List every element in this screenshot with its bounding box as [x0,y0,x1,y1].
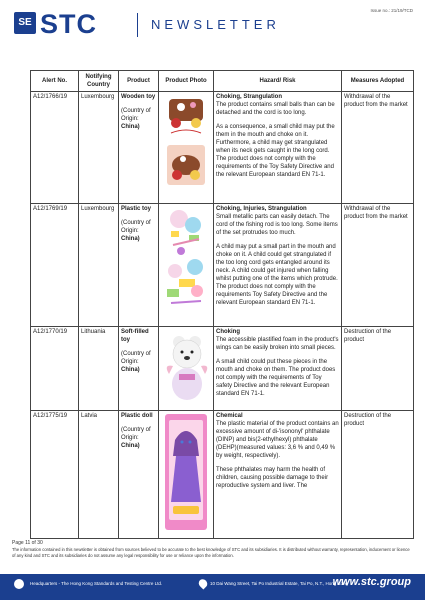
notifying-country: Luxembourg [79,92,119,204]
product-cell [119,92,159,204]
product-cell [119,327,159,411]
headquarters-icon [14,579,24,589]
origin-country: China) [121,236,140,242]
alert-number: A12/1770/19 [31,327,79,411]
alerts-table [30,70,414,539]
hazard-consequence: A small child could put these pieces in the mouth and choke on them. The product does not comply with the requirements of Toy safety Directive and the relevant European standard EN 71-1. [216,359,336,397]
hazard-cell [214,327,342,411]
table-row [31,92,414,204]
col-product-photo: Product Photo [159,71,214,92]
hazard-consequence: These phthalates may harm the health of children, causing possible damage to their reproductive system and liver. The [216,467,329,489]
col-notifying-country: Notifying Country [79,71,119,92]
alert-number: A12/1766/19 [31,92,79,204]
product-photo [159,92,214,204]
alert-number: A12/1769/19 [31,204,79,327]
col-hazard-risk: Hazard/ Risk [214,71,342,92]
table-header-row [31,71,414,92]
origin-country: China) [121,367,140,373]
disclaimer: The information contained in this newsletter is obtained from sources believed to be accurate to the best knowledge of STC and its subsidiaries. It is distributed without warranty, representation, inducement or licence of any kind and STC and its subsidiaries do not assume any legal responsibility for use or reliance upon the information. [12,547,410,558]
wooden-toy-photo [161,93,211,193]
hazard-description: The product contains small balls than can be detached and the cord is too long. [216,102,335,116]
product-photo [159,327,214,411]
measures-adopted: Destruction of the product [342,327,414,411]
measures-adopted: Destruction of the product [342,411,414,539]
hazard-description: Small metallic parts can easily detach. The cord of the fishing rod is too long. Some items of the set protrudes too much. [216,214,338,236]
alert-number: A12/1775/19 [31,411,79,539]
origin-country: China) [121,124,140,130]
product-name: Wooden toy [121,94,156,100]
product-photo [159,411,214,539]
hazard-title: Choking, Injuries, Strangulation [216,206,307,212]
headquarters-text: Headquarters - The Hong Kong Standards and Testing Centre Ltd. [30,581,163,586]
measures-adopted: Withdrawal of the product from the market [342,204,414,327]
stc-logo-text: STC [40,9,97,39]
hazard-cell [214,204,342,327]
product-cell [119,204,159,327]
page-number: Page 11 of 30 [12,540,43,546]
newsletter-title: NEWSLETTER [151,17,280,32]
hazard-cell [214,92,342,204]
notifying-country: Luxembourg [79,204,119,327]
soft-toy-photo [161,328,211,406]
table-row [31,411,414,539]
product-photo [159,204,214,327]
notifying-country: Lithuania [79,327,119,411]
origin-label: (Country of Origin: [121,220,151,234]
table-row [31,327,414,411]
hazard-description: The accessible plastified foam in the product's wings can be easily broken into small pieces. [216,337,339,351]
doll-photo [161,412,211,532]
origin-country: China) [121,443,140,449]
hazard-consequence: As a consequence, a small child may put the them in the mouth and choke on it. Furthermore, a child may get strangulated when its neck gets caught in the long cord. The product does not comply with the requirements of the Toy Safety Directive and the relevant European standard EN 71-1. [216,124,335,178]
notifying-country: Latvia [79,411,119,539]
product-name: Plastic doll [121,413,153,419]
hazard-title: Chemical [216,413,243,419]
hazard-title: Choking, Strangulation [216,94,282,100]
hazard-description: The plastic material of the product contains an excessive amount of di-'isononyl' phthalate (DINP) and bis(2-ethylhexyl) phthalate (DEHP)(measured values: 3,6 % and 0,49 % by weight, respectively). [216,421,339,459]
address-text: 10 Dai Wang Street, Tai Po Industrial Estate, Tai Po, N.T., Hong Kong [210,581,348,586]
origin-label: (Country of Origin: [121,427,151,441]
stc-logo-mark: SE [14,12,36,34]
product-name: Plastic toy [121,206,152,212]
header-divider [137,13,138,37]
plastic-toy-photo [161,205,211,315]
origin-label: (Country of Origin: [121,108,151,122]
col-alert-no: Alert No. [31,71,79,92]
measures-adopted: Withdrawal of the product from the market [342,92,414,204]
hazard-consequence: A child may put a small part in the mouth and choke on it. A child could get strangulated if the too long cord gets entangled around its neck. A child could get injured when falling whilst putting one of the items which protrude. The product does not comply with the requirements Toy Safety Directive and the relevant European standard EN 71-1. [216,244,338,306]
col-measures-adopted: Measures Adopted [342,71,414,92]
website-link[interactable]: www.stc.group [332,576,411,588]
hazard-title: Choking [216,329,240,335]
product-name: Soft-filled toy [121,329,149,343]
hazard-cell [214,411,342,539]
table-row [31,204,414,327]
product-cell [119,411,159,539]
origin-label: (Country of Origin: [121,351,151,365]
col-product: Product [119,71,159,92]
issue-number: Issue no.: 21/19/TCD [370,8,413,13]
